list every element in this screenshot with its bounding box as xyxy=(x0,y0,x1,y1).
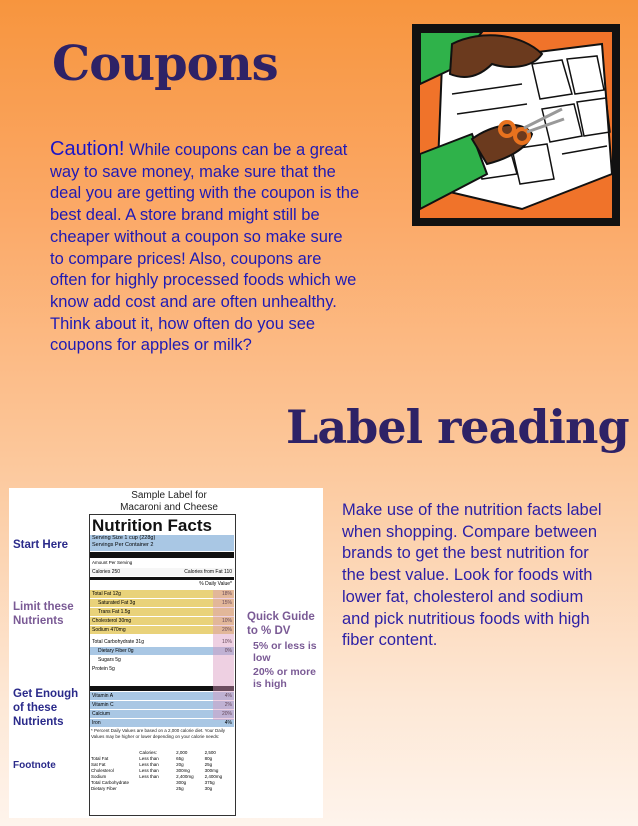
footnote-text: * Percent Daily Values are based on a 2,000 calorie diet. Your Daily Values may be higher or lower depending on your calorie needs: xyxy=(91,728,225,739)
nutrient-name: Total Fat 12g xyxy=(92,591,121,597)
nutrient-dv: 18% xyxy=(221,591,232,597)
footnote-cell: 300mg xyxy=(176,768,190,773)
label-reading-title: Label reading xyxy=(286,400,629,454)
nf-title: Nutrition Facts xyxy=(92,516,212,535)
side-start-here: Start Here xyxy=(13,539,68,551)
nutrient-dv: 20% xyxy=(221,627,232,633)
nutrient-dv: 4% xyxy=(224,720,232,726)
calories-row xyxy=(90,568,234,576)
nutrient-row xyxy=(90,719,234,727)
coupons-paragraph xyxy=(50,139,360,357)
footnote-cell: Total Carbohydrate xyxy=(91,780,130,785)
footnote-cell: Total Fat xyxy=(91,756,109,761)
sample-nutrition-label xyxy=(9,488,323,818)
footnote-cell: Less than xyxy=(139,762,159,767)
footnote-cell: 25g xyxy=(176,786,184,791)
footnote-cell: Sat Fat xyxy=(91,762,106,767)
footnote-cell: 2,500 xyxy=(204,750,216,755)
calories: Calories 250 xyxy=(92,569,121,575)
footnote-cell: 30g xyxy=(204,786,213,791)
quick-guide-low: 5% or less is low xyxy=(253,640,317,664)
footnote-cell: 65g xyxy=(176,756,184,761)
footnote-cell xyxy=(139,786,176,792)
nutrient-name: Vitamin A xyxy=(92,693,114,699)
quick-guide-title: Quick Guide to % DV xyxy=(247,611,315,637)
footnote-cell: 20g xyxy=(176,762,184,767)
scissors-cutting-coupons-clipart xyxy=(412,24,620,226)
coupons-body: While coupons can be a great way to save money, make sure that the deal you are getting with the coupon is the best deal. A store brand might still be cheaper without a coupon so make sure to compare prices! Also, coupons are often for highly processed foods which we know add cost and are often unhealthy. Think about it, how often do you see coupons for apples or milk? xyxy=(50,141,360,355)
footnote-cell: Calories: xyxy=(139,750,158,755)
footnote-cell: Less than xyxy=(139,768,159,773)
footnote-table-row xyxy=(91,786,233,792)
nutrient-name: Cholesterol 30mg xyxy=(92,618,132,624)
nutrient-name: Protein 5g xyxy=(92,666,115,672)
coupons-title: Coupons xyxy=(52,36,278,92)
nutrient-name: Iron xyxy=(92,720,101,726)
footnote-cell: Sodium xyxy=(91,774,107,779)
nutrient-name: Saturated Fat 3g xyxy=(98,600,136,606)
servings-per-container: Servings Per Container 2 xyxy=(92,542,154,548)
footnote-cell: 300g xyxy=(176,780,187,785)
daily-value-header: % Daily Value* xyxy=(199,581,232,587)
nutrient-name: Calcium xyxy=(92,711,111,717)
footnote-table xyxy=(91,750,233,792)
footnote-cell: 2,400mg xyxy=(176,774,194,779)
amount-per-serving: Amount Per Serving xyxy=(92,560,133,565)
footnote-cell: 25g xyxy=(204,762,213,767)
nutrient-dv: 10% xyxy=(221,639,232,645)
label-reading-paragraph: Make use of the nutrition facts label when shopping. Compare between brands to get the best nutrition for the best value. Look for foods with lower fat, cholesterol and sodium and pick nutritious foods with high fiber content. xyxy=(342,501,602,650)
footnote-cell: 300mg xyxy=(204,768,219,773)
footnote-cell: Dietary Fiber xyxy=(91,786,117,791)
footnote-cell: Less than xyxy=(139,756,159,761)
nutrient-name: Total Carbohydrate 31g xyxy=(92,639,144,645)
nutrient-name: Trans Fat 1.5g xyxy=(98,609,131,615)
side-footnote: Footnote xyxy=(13,760,56,771)
footnote-cell: 375g xyxy=(204,780,215,785)
serving-size: Serving Size 1 cup (228g) xyxy=(92,535,156,541)
nutrient-name: Vitamin C xyxy=(92,702,114,708)
caution-word: Caution! xyxy=(50,138,125,160)
footnote-cell: Less than xyxy=(139,774,159,779)
side-get-enough: Get Enough of these Nutrients xyxy=(13,688,79,728)
nutrient-dv: 2% xyxy=(224,702,232,708)
side-limit-nutrients: Limit these Nutrients xyxy=(13,601,74,627)
nutrient-dv: 4% xyxy=(224,693,232,699)
footnote-cell: Cholesterol xyxy=(91,768,114,773)
nutrient-dv: 20% xyxy=(221,711,232,717)
label-caption-line2: Macaroni and Cheese xyxy=(120,502,218,513)
quick-guide-high: 20% or more is high xyxy=(253,666,317,690)
nutrient-name: Dietary Fiber 0g xyxy=(98,648,134,654)
footnote-cell: 2,400mg xyxy=(204,774,223,779)
nutrient-dv: 10% xyxy=(221,618,232,624)
nutrient-name: Sodium 470mg xyxy=(92,627,126,633)
footnote-cell: 2,000 xyxy=(176,750,188,755)
nutrient-dv: 0% xyxy=(224,648,232,654)
nutrient-dv: 15% xyxy=(221,600,232,606)
calories-from-fat: Calories from Fat 110 xyxy=(184,569,232,575)
footnote-cell: 80g xyxy=(204,756,213,761)
label-caption-line1: Sample Label for xyxy=(131,490,207,501)
nutrient-name: Sugars 5g xyxy=(98,657,121,663)
